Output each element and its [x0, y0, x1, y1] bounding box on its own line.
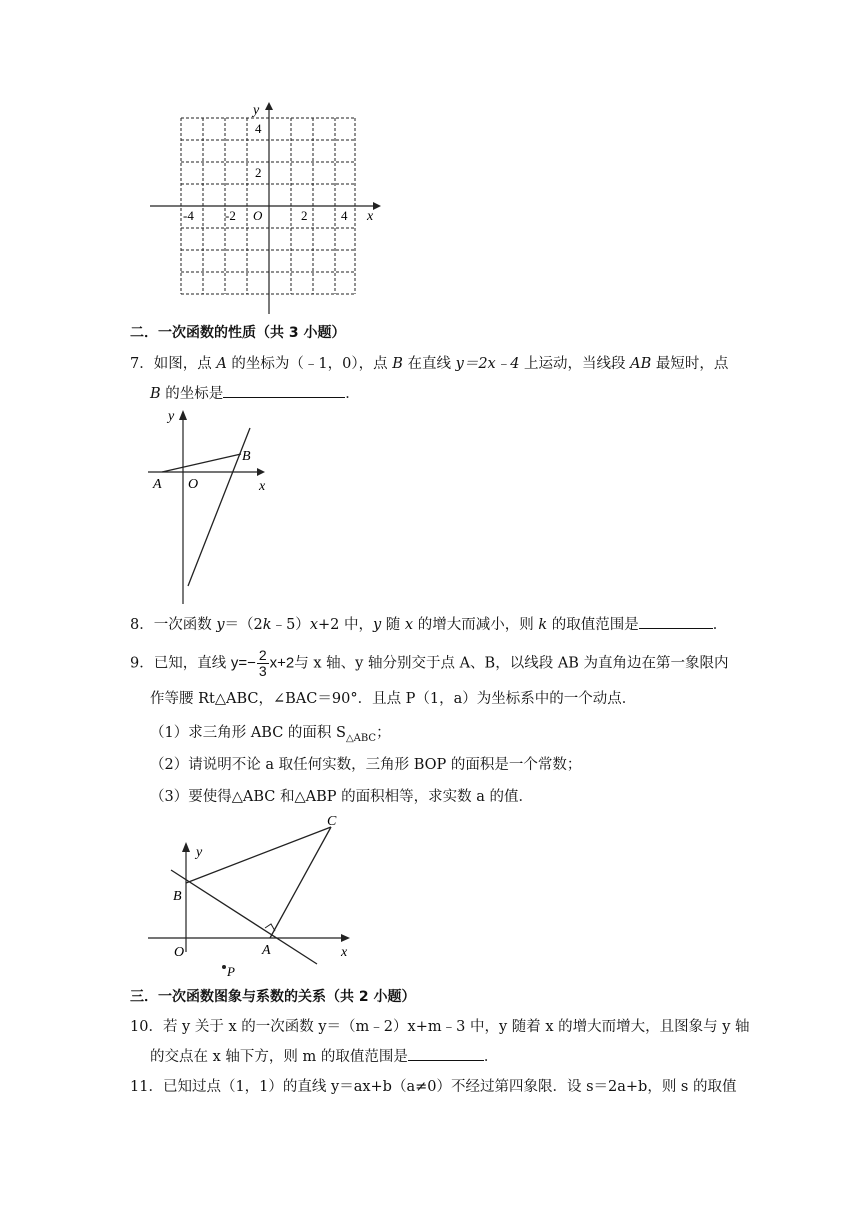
question-9-line2: 作等腰 Rt△ABC，∠BAC＝90°．且点 P（1，a）为坐标系中的一个动点．	[150, 691, 637, 707]
q9-fig-O: O	[174, 945, 185, 960]
question-11-line1: 11．已知过点（1，1）的直线 y＝ax+b（a≠0）不经过第四象限．设 s＝2a+b，则 s 的取值	[130, 1079, 737, 1095]
q9-figure	[145, 812, 360, 982]
question-9-line1: 9．已知，直线 y=− $\frac{2}{3}$ x+2与 x 轴、y 轴分别交于点 A、B，以线段 AB 为直角边在第一象限内	[130, 647, 729, 679]
q9-fig-B: B	[173, 889, 182, 904]
q7-fig-A: A	[153, 477, 162, 492]
coordinate-grid-figure	[145, 100, 385, 320]
q9-fig-P: P	[227, 964, 235, 979]
q7-fig-B: B	[242, 449, 251, 464]
question-9-part3: （3）要使得△ABC 和△ABP 的面积相等，求实数 a 的值．	[150, 789, 533, 805]
section-3-title: 三．一次函数图象与系数的关系（共 2 小题）	[130, 989, 416, 1005]
q7-fig-O: O	[188, 477, 199, 492]
grid-tick-xm2: -2	[225, 208, 236, 223]
q9-fig-C: C	[327, 814, 337, 829]
question-10-line1: 10．若 y 关于 x 的一次函数 y＝（m﹣2）x+m﹣3 中，y 随着 x 的增大而增大，且图象与 y 轴	[130, 1019, 750, 1035]
q7-figure	[145, 402, 285, 607]
question-7-line1: 7．如图，点 A 的坐标为（﹣1，0），点 B 在直线 y＝2x﹣4 上运动，当线段 AB 最短时，点	[130, 356, 729, 372]
q9-fig-A: A	[262, 943, 271, 958]
section-2-title: 二．一次函数的性质（共 3 小题）	[130, 325, 346, 341]
q9-fig-y: y	[196, 845, 203, 860]
answer-blank-q7[interactable]	[223, 383, 345, 398]
grid-tick-x2: 2	[301, 208, 308, 223]
grid-y-label: y	[253, 103, 260, 118]
fraction-two-thirds: $\frac{2}{3}$	[258, 647, 267, 679]
answer-blank-q8[interactable]	[639, 614, 713, 629]
question-9-part2: （2）请说明不论 a 取任何实数，三角形 BOP 的面积是一个常数；	[150, 757, 582, 773]
question-10-line2: 的交点在 x 轴下方，则 m 的取值范围是 ．	[150, 1046, 498, 1068]
question-8: 8．一次函数 y＝（2k﹣5）x+2 中，y 随 x 的增大而减小，则 k 的取值范围是 ．	[130, 614, 727, 636]
grid-tick-y4: 4	[255, 121, 262, 136]
grid-x-label: x	[367, 209, 374, 224]
question-7-line2: B 的坐标是 ．	[150, 383, 360, 405]
q9-fig-x: x	[341, 945, 348, 960]
grid-tick-x4: 4	[341, 208, 348, 223]
q7-fig-y: y	[168, 409, 175, 424]
grid-tick-xm4: -4	[183, 208, 194, 223]
answer-blank-q10[interactable]	[408, 1046, 484, 1061]
question-9-part1: （1）求三角形 ABC 的面积 $S_{\triangle ABC}$；	[150, 725, 391, 744]
grid-tick-y2: 2	[255, 165, 262, 180]
q7-fig-x: x	[259, 479, 266, 494]
grid-origin: O	[253, 208, 263, 223]
